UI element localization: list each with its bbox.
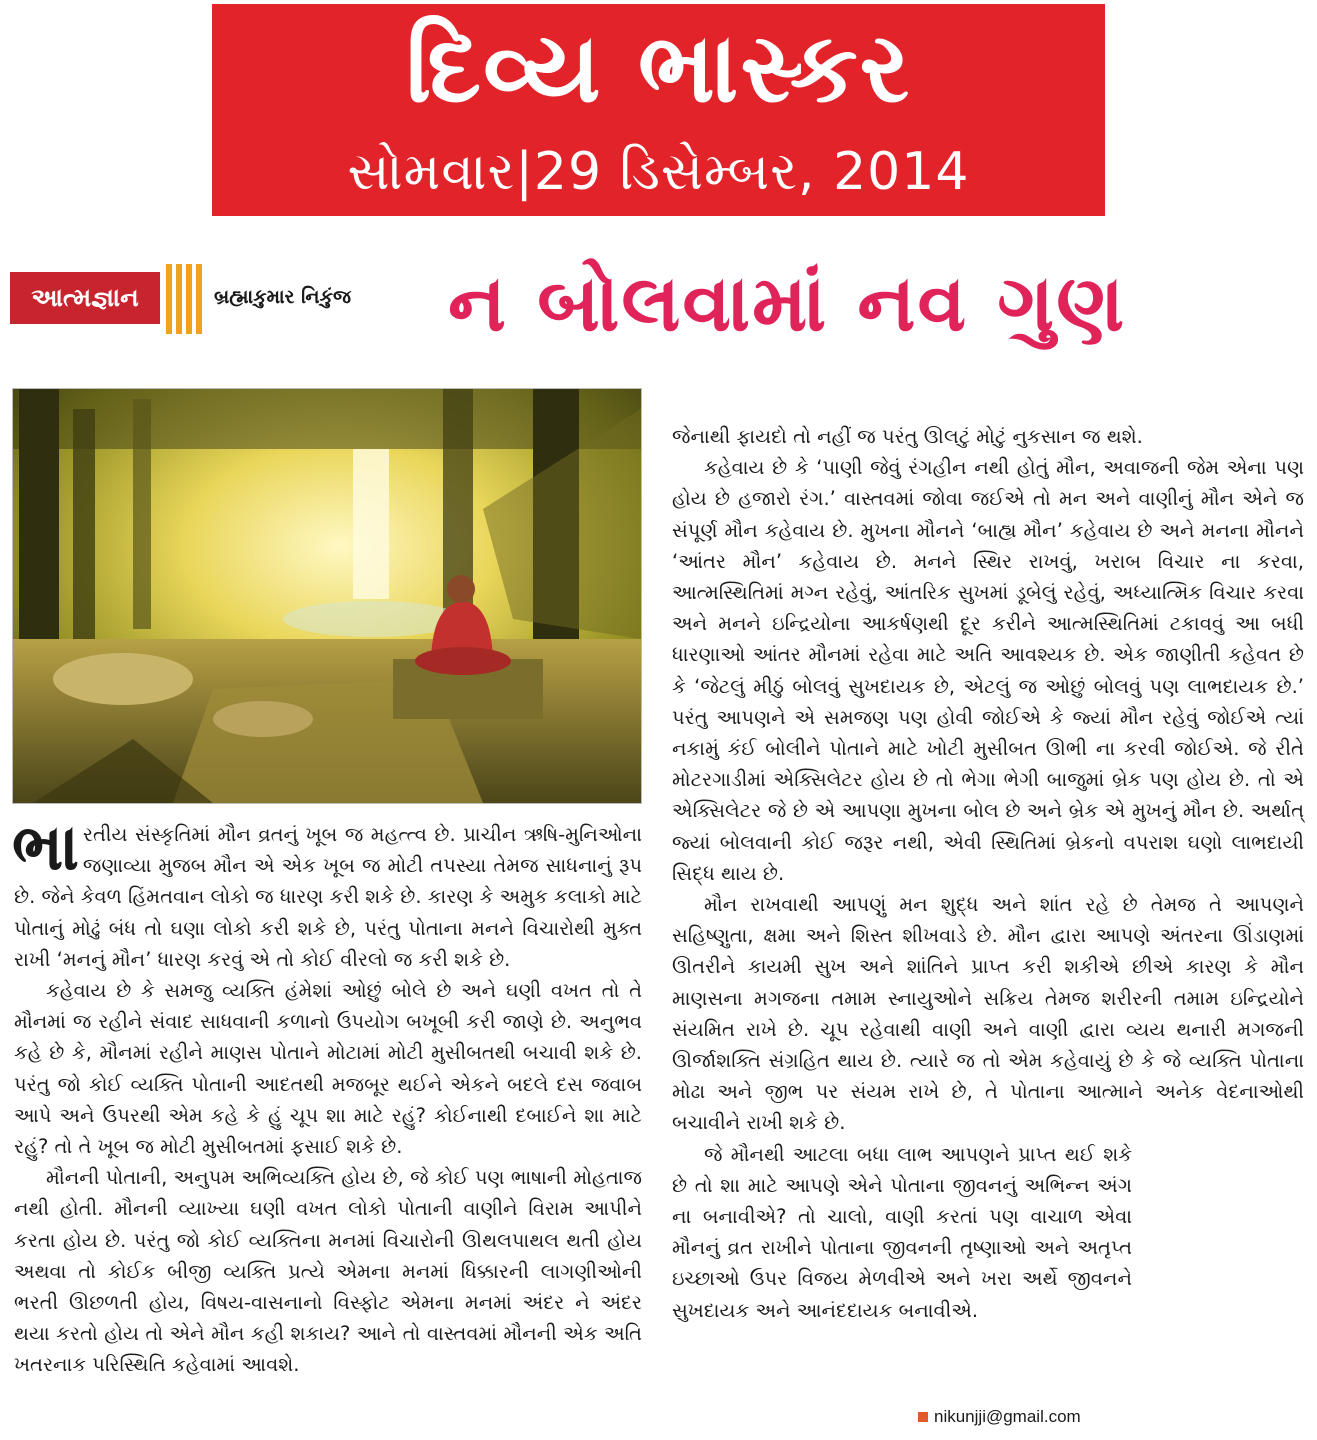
masthead [212, 4, 1105, 216]
headline: ન બોલવામાં નવ ગુણ [448, 259, 1127, 349]
paragraph-text: રતીય સંસ્કૃતિમાં મૌન વ્રતનું ખૂબ જ મહત્ત્વ છે. પ્રાચીન ઋષિ-મુનિઓના જણાવ્યા મુજબ મૌન એ એક ખૂબ જ મોટી તપસ્યા તેમજ સાધનાનું રૂપ છે. જેને કેવળ હિંમતવાન લોકો જ ધારણ કરી શકે છે. કારણ કે અમુક કલાકો માટે પોતાનું મોઢું બંધ તો ઘણા લોકો કરી શકે છે, પરંતુ પોતાના મનને વિચારોથી મુક્ત રાખી ‘મનનું મૌન’ ધારણ કરવું એ તો કોઈ વીરલો જ કરી શકે છે. [14, 823, 642, 971]
meditation-photo [12, 388, 642, 804]
meditating-monk-illustration [13, 389, 641, 803]
section-label: આત્મજ્ઞાન [10, 272, 160, 324]
article-paragraph: જે મૌનથી આટલા બધા લાભ આપણને પ્રાપ્ત થઈ શકે છે તો શા માટે આપણે એને પોતાના જીવનનું અભિન્ન અંગ ના બનાવીએ? તો ચાલો, વાણી કરતાં પણ વાચાળ એવા મૌનનું વ્રત રાખીને પોતાના જીવનની તૃષ્ણાઓ અને અતૃપ્ત ઇચ્છાઓ ઉપર વિજય મેળવીએ અને ખરા અર્થે જીવનને સુખદાયક અને આનંદદાયક બનાવીએ. [672, 1142, 1132, 1322]
article-paragraph: મૌનની પોતાની, અનુપમ અભિવ્યક્તિ હોય છે, જે કોઈ પણ ભાષાની મોહતાજ નથી હોતી. મૌનની વ્યાખ્યા ઘણી વખત લોકો પોતાની વાણીને વિરામ આપીને કરતા હોય છે. પરંતુ જો કોઈ વ્યક્તિના મનમાં વિચારોની ઊથલપાથલ થતી હોય અથવા તો કોઈક બીજી વ્યક્તિ પ્રત્યે એમના મનમાં ધિક્કારની લાગણીઓની ભરતી ઊછળતી હોય, વિષય-વાસનાનો વિસ્ફોટ એમના મનમાં અંદર ને અંદર થયા કરતો હોય તો એને મૌન કહી શકાય? આને તો વાસ્તવમાં મૌનની એક અતિ ખતરનાક પરિસ્થિતિ કહેવામાં આવશે. [14, 1166, 642, 1377]
author-email [918, 1407, 1081, 1427]
article-paragraph: મૌન રાખવાથી આપણું મન શુદ્ધ અને શાંત રહે છે તેમજ તે આપણને સહિષ્ણુતા, ક્ષમા અને શિસ્ત શીખવાડે છે. મૌન દ્વારા આપણે અંતરના ઊંડાણમાં ઊતરીને કાયમી સુખ અને શાંતિને પ્રાપ્ત કરી શકીએ છીએ કારણ કે મૌન માણસના મગજના તમામ સ્નાયુઓને સક્રિય તેમજ શરીરની તમામ ઇન્દ્રિયોને સંયમિત રાખે છે. ચૂપ રહેવાથી વાણી અને વાણી દ્વારા વ્યય થનારી મગજની ઊર્જાશક્તિ સંગ્રહિત થાય છે. ત્યારે જ તો એમ કહેવાયું છે કે જે વ્યક્તિ પોતાના મોઢા અને જીભ પર સંયમ રાખે છે, તે પોતાના આત્માને અનેક વેદનાઓથી બચાવીને રાખી શકે છે. [672, 893, 1304, 1135]
author-byline: બ્રહ્માકુમાર નિકુંજ [214, 286, 351, 308]
article-paragraph [12, 811, 642, 975]
dateline: સોમવાર|29 ડિસેમ્બર, 2014 [347, 142, 970, 202]
email-text: nikunjji@gmail.com [934, 1407, 1081, 1426]
drop-cap: ભા [12, 811, 79, 885]
article-paragraph: કહેવાય છે કે ‘પાણી જેવું રંગહીન નથી હોતું મૌન, અવાજની જેમ એના પણ હોય છે હજારો રંગ.’ વાસ્તવમાં જોવા જઈએ તો મન અને વાણીનું મૌન એને જ સંપૂર્ણ મૌન કહેવાય છે. મુખના મૌનને ‘બાહ્ય મૌન’ કહેવાય છે અને મનના મૌનને ‘આંતર મૌન’ કહેવાય છે. મનને સ્થિર રાખવું, ખરાબ વિચાર ના કરવા, આત્મસ્થિતિમાં મગ્ન રહેવું, આંતરિક સુખમાં ડૂબેલું રહેવું, અધ્યાત્મિક વિચાર કરવા અને મનને ઇન્દ્રિયોના આકર્ષણથી દૂર કરીને આત્મસ્થિતિમાં ટકાવવું આ બધી ધારણાઓ આંતર મૌનમાં રહેવા માટે અતિ આવશ્યક છે. એક જાણીતી કહેવત છે કે ‘જેટલું મીઠું બોલવું સુખદાયક છે, એટલું જ ઓછું બોલવું પણ લાભદાયક છે.’ પરંતુ આપણને એ સમજણ પણ હોવી જોઈએ કે જ્યાં મૌન રહેવું જોઈએ ત્યાં નકામું કંઈ બોલીને પોતાને માટે ખોટી મુસીબત ઊભી ના કરવી જોઈએ. જે રીતે મોટરગાડીમાં એક્સિલેટર હોય છે તો ભેગા ભેગી બાજુમાં બ્રેક પણ હોય છે. તો એ એક્સિલેટર જે છે એ આપણા મુખના બોલ છે અને બ્રેક એ મુખનું મૌન છે. અર્થાત્ જ્યાં બોલવાની કોઈ જરૂર નથી, એવી સ્થિતિમાં બ્રેકનો વપરાશ ઘણો લાભદાયી સિદ્ધ થાય છે. [672, 456, 1304, 885]
section-tag [10, 262, 360, 332]
article-paragraph: જેનાથી ફાયદો તો નહીં જ પરંતુ ઊલટું મોટું નુકસાન જ થશે. [672, 425, 1143, 448]
article-paragraph: કહેવાય છે કે સમજુ વ્યક્તિ હંમેશાં ઓછું બોલે છે અને ઘણી વખત તો તે મૌનમાં જ રહીને સંવાદ સાધવાની કળાનો ઉપયોગ બખૂબી કરી જાણે છે. અનુભવ કહે છે કે, મૌનમાં રહીને માણસ પોતાને મોટામાં મોટી મુસીબતથી બચાવી શકે છે. પરંતુ જો કોઈ વ્યક્તિ પોતાની આદતથી મજબૂર થઈને એકને બદલે દસ જવાબ આપે અને ઉપરથી એમ કહે કે હું ચૂપ શા માટે રહું? કોઈનાથી દબાઈને શા માટે રહું? તો તે ખૂબ જ મોટી મુસીબતમાં ફસાઈ શકે છે. [14, 979, 642, 1159]
newspaper-title: દિવ્ય ભાસ્કર [405, 12, 912, 124]
article-right-column [672, 421, 1304, 1326]
bullet-square-icon [918, 1412, 928, 1422]
article-left-column [12, 811, 642, 1381]
section-bars-icon [164, 262, 208, 336]
